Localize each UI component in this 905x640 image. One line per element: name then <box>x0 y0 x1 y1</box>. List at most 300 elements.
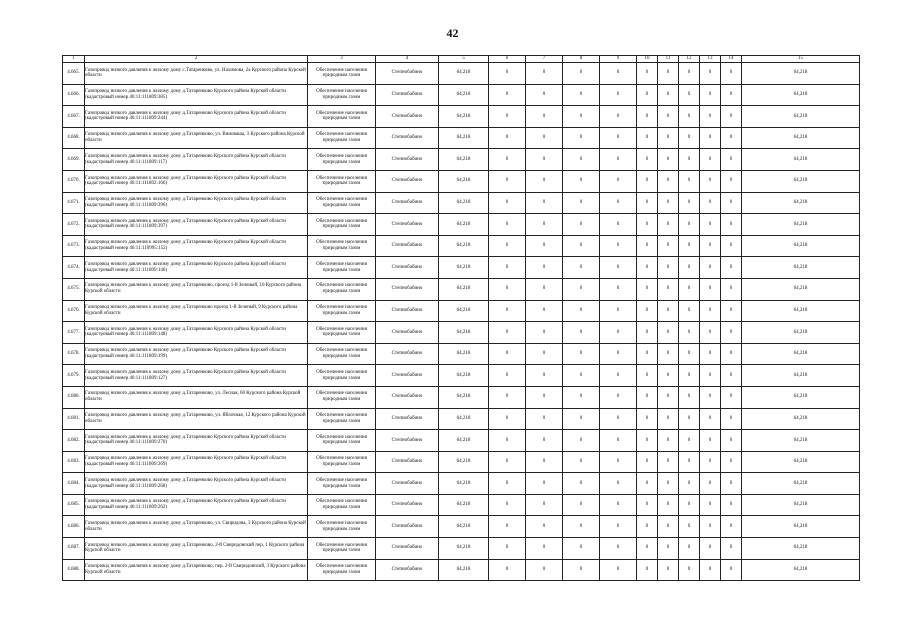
table-row <box>63 473 860 495</box>
value-cell: 0 <box>679 214 700 236</box>
value-cell: 64,218 <box>439 63 489 85</box>
value-cell: 64,218 <box>439 322 489 344</box>
total-value-cell: 64,218 <box>742 127 860 149</box>
value-cell: 0 <box>700 516 721 538</box>
value-cell: 0 <box>700 322 721 344</box>
value-cell: 0 <box>700 106 721 128</box>
value-cell: 64,218 <box>439 278 489 300</box>
value-cell: 0 <box>658 473 679 495</box>
value-cell: 0 <box>489 343 526 365</box>
value-cell: 0 <box>563 494 600 516</box>
total-value-cell: 64,218 <box>742 278 860 300</box>
value-cell: 0 <box>563 214 600 236</box>
value-cell: 0 <box>600 538 637 560</box>
value-cell: 0 <box>658 106 679 128</box>
pipeline-name: Газопровод низкого давления к жилому дому д.Татаренково Курского района Курской области (кадастровый номер 46:11:111809:127) <box>85 365 308 387</box>
value-cell: 0 <box>679 192 700 214</box>
value-cell: 0 <box>700 235 721 257</box>
settlement-cell: Степнобабино <box>376 516 439 538</box>
pipeline-name: Газопровод низкого давления к жилому дому д.Татаренково Курского района Курской области (кадастровый номер 46:11:111809:199) <box>85 343 308 365</box>
total-value-cell: 64,218 <box>742 473 860 495</box>
purpose-cell: Обеспечение населения природным газом <box>308 300 376 322</box>
settlement-cell: Степнобабино <box>376 322 439 344</box>
settlement-cell: Степнобабино <box>376 214 439 236</box>
value-cell: 0 <box>679 386 700 408</box>
total-value-cell: 64,218 <box>742 365 860 387</box>
value-cell: 0 <box>489 257 526 279</box>
table-row <box>63 538 860 560</box>
value-cell: 0 <box>563 430 600 452</box>
settlement-cell: Степнобабино <box>376 257 439 279</box>
table-row <box>63 365 860 387</box>
row-number: 4.684. <box>63 473 85 495</box>
column-number-header: 13 <box>700 56 721 63</box>
value-cell: 0 <box>526 516 563 538</box>
value-cell: 0 <box>679 473 700 495</box>
pipeline-name: Газопровод низкого давления к жилому дому д.Татаренково Курского района Курской области (кадастровый номер 46:11:111809:396) <box>85 192 308 214</box>
value-cell: 64,218 <box>439 538 489 560</box>
value-cell: 0 <box>700 300 721 322</box>
value-cell: 0 <box>600 170 637 192</box>
purpose-cell: Обеспечение населения природным газом <box>308 365 376 387</box>
value-cell: 0 <box>721 430 742 452</box>
gas-pipeline-table <box>62 55 860 581</box>
column-number-header: 7 <box>526 56 563 63</box>
value-cell: 64,218 <box>439 494 489 516</box>
value-cell: 0 <box>563 106 600 128</box>
column-number-header: 2 <box>85 56 308 63</box>
value-cell: 0 <box>721 106 742 128</box>
purpose-cell: Обеспечение населения природным газом <box>308 106 376 128</box>
value-cell: 0 <box>600 235 637 257</box>
column-number-header: 1 <box>63 56 85 63</box>
total-value-cell: 64,218 <box>742 408 860 430</box>
value-cell: 0 <box>700 63 721 85</box>
value-cell: 0 <box>489 451 526 473</box>
value-cell: 0 <box>700 473 721 495</box>
value-cell: 0 <box>600 257 637 279</box>
value-cell: 0 <box>489 170 526 192</box>
value-cell: 0 <box>489 106 526 128</box>
row-number: 4.685. <box>63 494 85 516</box>
settlement-cell: Степнобабино <box>376 170 439 192</box>
pipeline-name: Газопровод низкого давления к жилому дому д.Татаренково, ул. Виноваша, 3 Курского района Курской области <box>85 127 308 149</box>
value-cell: 0 <box>637 430 658 452</box>
pipeline-name: Газопровод низкого давления к жилому дому д.Татаренково Курского района Курской области (кадастровый номер 46:11:111809:146) <box>85 257 308 279</box>
value-cell: 0 <box>526 278 563 300</box>
value-cell: 0 <box>526 300 563 322</box>
total-value-cell: 64,218 <box>742 559 860 581</box>
value-cell: 0 <box>489 149 526 171</box>
value-cell: 64,218 <box>439 386 489 408</box>
value-cell: 0 <box>658 235 679 257</box>
value-cell: 0 <box>526 322 563 344</box>
table-body <box>63 63 860 581</box>
total-value-cell: 64,218 <box>742 538 860 560</box>
value-cell: 0 <box>489 278 526 300</box>
value-cell: 0 <box>600 322 637 344</box>
row-number: 4.665. <box>63 63 85 85</box>
value-cell: 0 <box>721 538 742 560</box>
settlement-cell: Степнобабино <box>376 494 439 516</box>
value-cell: 0 <box>489 235 526 257</box>
pipeline-name: Газопровод низкого давления к жилому дому д.Татаренково, проезд 1-й Зеленый, 10 Курского района Курской области <box>85 278 308 300</box>
value-cell: 64,218 <box>439 192 489 214</box>
value-cell: 64,218 <box>439 408 489 430</box>
purpose-cell: Обеспечение населения природным газом <box>308 257 376 279</box>
value-cell: 0 <box>600 106 637 128</box>
total-value-cell: 64,218 <box>742 192 860 214</box>
value-cell: 0 <box>679 408 700 430</box>
column-number-header: 15 <box>742 56 860 63</box>
page-number: 42 <box>446 26 459 40</box>
settlement-cell: Степнобабино <box>376 473 439 495</box>
value-cell: 0 <box>637 386 658 408</box>
value-cell: 0 <box>679 170 700 192</box>
row-number: 4.683. <box>63 451 85 473</box>
value-cell: 0 <box>526 170 563 192</box>
pipeline-name: Газопровод низкого давления к жилому дому д.Татаренково, 2-й Свиридовский пер, 1 Курского района Курской области <box>85 538 308 560</box>
settlement-cell: Степнобабино <box>376 365 439 387</box>
value-cell: 0 <box>658 494 679 516</box>
value-cell: 0 <box>563 84 600 106</box>
value-cell: 0 <box>563 235 600 257</box>
value-cell: 0 <box>563 516 600 538</box>
value-cell: 0 <box>721 170 742 192</box>
total-value-cell: 64,218 <box>742 84 860 106</box>
row-number: 4.688. <box>63 559 85 581</box>
column-number-row <box>63 56 860 63</box>
value-cell: 0 <box>600 63 637 85</box>
value-cell: 64,218 <box>439 127 489 149</box>
pipeline-name: Газопровод низкого давления к жилому дому с.Татаренково, ул. Нахимова, 2а Курского района Курской области <box>85 63 308 85</box>
value-cell: 0 <box>600 84 637 106</box>
value-cell: 0 <box>526 63 563 85</box>
pipeline-name: Газопровод низкого давления к жилому дому д.Татаренково Курского района Курской области (кадастровый номер 46:11:111809:397) <box>85 214 308 236</box>
value-cell: 0 <box>526 408 563 430</box>
value-cell: 0 <box>489 386 526 408</box>
value-cell: 0 <box>637 365 658 387</box>
table-row <box>63 127 860 149</box>
value-cell: 0 <box>637 149 658 171</box>
value-cell: 0 <box>679 365 700 387</box>
settlement-cell: Степнобабино <box>376 192 439 214</box>
value-cell: 0 <box>526 343 563 365</box>
value-cell: 0 <box>700 170 721 192</box>
value-cell: 0 <box>658 538 679 560</box>
settlement-cell: Степнобабино <box>376 559 439 581</box>
row-number: 4.677. <box>63 322 85 344</box>
value-cell: 0 <box>658 278 679 300</box>
value-cell: 0 <box>721 214 742 236</box>
pipeline-name: Газопровод низкого давления к жилому дому д.Татаренково Курского района Курской области (кадастровый номер 46:11:111809:269) <box>85 451 308 473</box>
purpose-cell: Обеспечение населения природным газом <box>308 278 376 300</box>
value-cell: 0 <box>526 149 563 171</box>
value-cell: 0 <box>658 322 679 344</box>
value-cell: 0 <box>658 430 679 452</box>
value-cell: 0 <box>637 516 658 538</box>
pipeline-name: Газопровод низкого давления к жилому дому д.Татаренково Курского района Курской области (кадастровый номер 46:11:111802:166) <box>85 170 308 192</box>
table-row <box>63 322 860 344</box>
value-cell: 0 <box>637 300 658 322</box>
value-cell: 0 <box>658 516 679 538</box>
value-cell: 0 <box>721 192 742 214</box>
pipeline-name: Газопровод низкого давления к жилому дому д.Татаренково Курского района Курской области (кадастровый номер 46:11:111809:244) <box>85 106 308 128</box>
value-cell: 64,218 <box>439 106 489 128</box>
value-cell: 0 <box>600 516 637 538</box>
row-number: 4.675. <box>63 278 85 300</box>
value-cell: 0 <box>700 494 721 516</box>
value-cell: 0 <box>658 170 679 192</box>
column-number-header: 4 <box>376 56 439 63</box>
value-cell: 0 <box>658 214 679 236</box>
value-cell: 64,218 <box>439 473 489 495</box>
settlement-cell: Степнобабино <box>376 451 439 473</box>
value-cell: 0 <box>563 559 600 581</box>
pipeline-name: Газопровод низкого давления к жилому дому д.Татаренково, пер. 2-й Свиридовский, 3 Курского района Курской области <box>85 559 308 581</box>
value-cell: 0 <box>563 322 600 344</box>
value-cell: 0 <box>563 408 600 430</box>
value-cell: 0 <box>679 84 700 106</box>
table-row <box>63 214 860 236</box>
value-cell: 0 <box>526 451 563 473</box>
purpose-cell: Обеспечение населения природным газом <box>308 214 376 236</box>
value-cell: 0 <box>658 386 679 408</box>
pipeline-name: Газопровод низкого давления к жилому дому д.Татаренково Курского района Курской области (кадастровый номер 46:11:111809:270) <box>85 430 308 452</box>
value-cell: 0 <box>526 494 563 516</box>
value-cell: 0 <box>600 149 637 171</box>
value-cell: 0 <box>679 343 700 365</box>
value-cell: 0 <box>563 300 600 322</box>
value-cell: 0 <box>526 559 563 581</box>
column-number-header: 5 <box>439 56 489 63</box>
row-number: 4.680. <box>63 386 85 408</box>
value-cell: 0 <box>721 235 742 257</box>
value-cell: 0 <box>489 408 526 430</box>
row-number: 4.672. <box>63 214 85 236</box>
value-cell: 0 <box>637 559 658 581</box>
value-cell: 0 <box>700 538 721 560</box>
table-row <box>63 494 860 516</box>
value-cell: 64,218 <box>439 84 489 106</box>
value-cell: 0 <box>700 343 721 365</box>
total-value-cell: 64,218 <box>742 430 860 452</box>
total-value-cell: 64,218 <box>742 149 860 171</box>
value-cell: 0 <box>600 127 637 149</box>
table-row <box>63 430 860 452</box>
value-cell: 0 <box>637 451 658 473</box>
value-cell: 0 <box>679 322 700 344</box>
table-row <box>63 106 860 128</box>
value-cell: 0 <box>679 257 700 279</box>
value-cell: 0 <box>600 451 637 473</box>
row-number: 4.682. <box>63 430 85 452</box>
table-row <box>63 516 860 538</box>
value-cell: 0 <box>679 451 700 473</box>
purpose-cell: Обеспечение населения природным газом <box>308 343 376 365</box>
table-row <box>63 257 860 279</box>
value-cell: 0 <box>637 494 658 516</box>
total-value-cell: 64,218 <box>742 63 860 85</box>
value-cell: 0 <box>637 63 658 85</box>
settlement-cell: Степнобабино <box>376 343 439 365</box>
value-cell: 0 <box>637 473 658 495</box>
settlement-cell: Степнобабино <box>376 386 439 408</box>
value-cell: 0 <box>600 408 637 430</box>
table-row <box>63 149 860 171</box>
value-cell: 0 <box>658 63 679 85</box>
value-cell: 0 <box>637 538 658 560</box>
value-cell: 0 <box>658 300 679 322</box>
value-cell: 0 <box>637 257 658 279</box>
value-cell: 0 <box>637 322 658 344</box>
value-cell: 64,218 <box>439 214 489 236</box>
row-number: 4.679. <box>63 365 85 387</box>
value-cell: 0 <box>700 257 721 279</box>
value-cell: 0 <box>637 235 658 257</box>
table-row <box>63 408 860 430</box>
column-number-header: 8 <box>563 56 600 63</box>
purpose-cell: Обеспечение населения природным газом <box>308 386 376 408</box>
value-cell: 0 <box>721 257 742 279</box>
row-number: 4.668. <box>63 127 85 149</box>
table-row <box>63 235 860 257</box>
column-number-header: 3 <box>308 56 376 63</box>
value-cell: 0 <box>658 149 679 171</box>
total-value-cell: 64,218 <box>742 322 860 344</box>
value-cell: 0 <box>526 214 563 236</box>
column-number-header: 6 <box>489 56 526 63</box>
table-row <box>63 84 860 106</box>
value-cell: 0 <box>721 300 742 322</box>
value-cell: 0 <box>563 386 600 408</box>
pipeline-name: Газопровод низкого давления к жилому дому д.Татаренково, ул. Лесная, 60 Курского района Курской области <box>85 386 308 408</box>
value-cell: 0 <box>600 430 637 452</box>
value-cell: 64,218 <box>439 343 489 365</box>
value-cell: 0 <box>721 278 742 300</box>
value-cell: 0 <box>600 300 637 322</box>
value-cell: 0 <box>600 192 637 214</box>
purpose-cell: Обеспечение населения природным газом <box>308 451 376 473</box>
value-cell: 0 <box>679 127 700 149</box>
purpose-cell: Обеспечение населения природным газом <box>308 84 376 106</box>
value-cell: 0 <box>563 192 600 214</box>
value-cell: 0 <box>658 257 679 279</box>
value-cell: 0 <box>658 559 679 581</box>
value-cell: 0 <box>637 192 658 214</box>
value-cell: 0 <box>721 343 742 365</box>
value-cell: 0 <box>679 430 700 452</box>
purpose-cell: Обеспечение населения природным газом <box>308 538 376 560</box>
value-cell: 0 <box>658 343 679 365</box>
value-cell: 0 <box>721 473 742 495</box>
value-cell: 64,218 <box>439 300 489 322</box>
value-cell: 0 <box>721 516 742 538</box>
value-cell: 0 <box>600 214 637 236</box>
value-cell: 0 <box>489 494 526 516</box>
pipeline-name: Газопровод низкого давления к жилому дому д.Татаренково Курского района Курской области (кадастровый номер 46:11:111809:148) <box>85 322 308 344</box>
value-cell: 64,218 <box>439 149 489 171</box>
value-cell: 0 <box>679 106 700 128</box>
value-cell: 0 <box>721 127 742 149</box>
value-cell: 64,218 <box>439 235 489 257</box>
purpose-cell: Обеспечение населения природным газом <box>308 408 376 430</box>
value-cell: 0 <box>563 149 600 171</box>
row-number: 4.674. <box>63 257 85 279</box>
value-cell: 0 <box>658 408 679 430</box>
value-cell: 0 <box>721 386 742 408</box>
total-value-cell: 64,218 <box>742 214 860 236</box>
value-cell: 0 <box>637 278 658 300</box>
purpose-cell: Обеспечение населения природным газом <box>308 63 376 85</box>
total-value-cell: 64,218 <box>742 170 860 192</box>
table-row <box>63 170 860 192</box>
value-cell: 0 <box>489 214 526 236</box>
value-cell: 0 <box>489 63 526 85</box>
value-cell: 0 <box>489 192 526 214</box>
value-cell: 0 <box>637 84 658 106</box>
purpose-cell: Обеспечение населения природным газом <box>308 322 376 344</box>
value-cell: 0 <box>700 386 721 408</box>
purpose-cell: Обеспечение населения природным газом <box>308 494 376 516</box>
value-cell: 0 <box>700 559 721 581</box>
purpose-cell: Обеспечение населения природным газом <box>308 192 376 214</box>
value-cell: 0 <box>679 494 700 516</box>
pipeline-name: Газопровод низкого давления к жилому дому д.Татаренково Курского района Курской области (кадастровый номер 46:11:111809:385) <box>85 84 308 106</box>
value-cell: 64,218 <box>439 170 489 192</box>
value-cell: 0 <box>637 214 658 236</box>
row-number: 4.678. <box>63 343 85 365</box>
total-value-cell: 64,218 <box>742 494 860 516</box>
value-cell: 0 <box>679 235 700 257</box>
value-cell: 0 <box>526 235 563 257</box>
value-cell: 0 <box>658 192 679 214</box>
settlement-cell: Степнобабино <box>376 106 439 128</box>
value-cell: 0 <box>563 538 600 560</box>
value-cell: 0 <box>700 192 721 214</box>
value-cell: 0 <box>700 365 721 387</box>
value-cell: 0 <box>637 127 658 149</box>
value-cell: 0 <box>600 559 637 581</box>
value-cell: 0 <box>600 365 637 387</box>
value-cell: 0 <box>637 343 658 365</box>
purpose-cell: Обеспечение населения природным газом <box>308 235 376 257</box>
pipeline-name: Газопровод низкого давления к жилому дому д.Татаренково Курского района Курской области (кадастровый номер 46:11:110995:152) <box>85 235 308 257</box>
table-row <box>63 559 860 581</box>
row-number: 4.666. <box>63 84 85 106</box>
value-cell: 0 <box>563 278 600 300</box>
settlement-cell: Степнобабино <box>376 408 439 430</box>
value-cell: 0 <box>700 451 721 473</box>
value-cell: 0 <box>526 257 563 279</box>
purpose-cell: Обеспечение населения природным газом <box>308 473 376 495</box>
settlement-cell: Степнобабино <box>376 84 439 106</box>
value-cell: 0 <box>526 84 563 106</box>
value-cell: 0 <box>526 192 563 214</box>
column-number-header: 9 <box>600 56 637 63</box>
purpose-cell: Обеспечение населения природным газом <box>308 127 376 149</box>
value-cell: 0 <box>721 559 742 581</box>
column-number-header: 12 <box>679 56 700 63</box>
settlement-cell: Степнобабино <box>376 149 439 171</box>
settlement-cell: Степнобабино <box>376 278 439 300</box>
value-cell: 0 <box>489 84 526 106</box>
pipeline-name: Газопровод низкого давления к жилому дому д.Татаренково проезд 1-й Зеленый, 9 Курского района Курской области <box>85 300 308 322</box>
value-cell: 0 <box>721 408 742 430</box>
value-cell: 0 <box>679 538 700 560</box>
column-number-header: 10 <box>637 56 658 63</box>
value-cell: 0 <box>563 170 600 192</box>
